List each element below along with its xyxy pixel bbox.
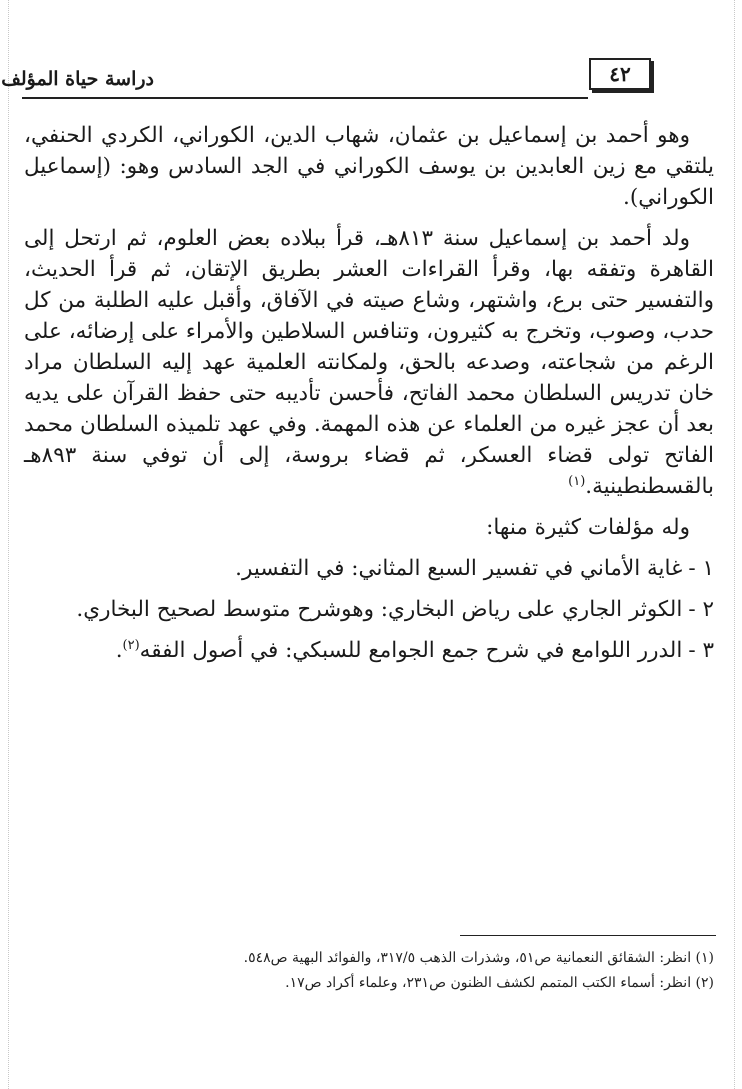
list-item-2: [24, 594, 714, 625]
list-text: الدرر اللوامع في شرح جمع الجوامع للسبكي: في أصول الفقه: [139, 638, 683, 663]
list-text: غاية الأماني في تفسير السبع المثاني: في التفسير.: [235, 556, 683, 581]
list-item-1: [24, 553, 714, 584]
list-number: ٣ -: [688, 638, 714, 663]
page-edge-mark: [8, 0, 9, 1089]
running-title: دراسة حياة المؤلف: [1, 68, 154, 90]
list-item-3: [24, 635, 714, 666]
header-rule: [22, 97, 588, 99]
list-number: ١ -: [688, 556, 714, 581]
footnotes: [24, 946, 714, 996]
list-tail: .: [115, 638, 123, 663]
paragraph-1: وهو أحمد بن إسماعيل بن عثمان، شهاب الدين، الكوراني، الكردي الحنفي، يلتقي مع زين العابدين بن يوسف الكوراني في الجد السادس وهو: (إسماعيل الكوراني).: [24, 123, 714, 210]
list-number: ٢ -: [688, 597, 714, 622]
page-edge-mark: [734, 0, 735, 1089]
paragraph-2-text: ولد أحمد بن إسماعيل سنة ٨١٣هـ، قرأ ببلاده بعض العلوم، ثم ارتحل إلى القاهرة وتفقه بها، وقرأ القراءات العشر بطريق الإتقان، ثم قرأ الحديث، والتفسير حتى برع، واشتهر، وشاع صيته في الآفاق، وأقبل عليه الطلبة من كل حدب، وصوب، وتخرج به كثيرون، وتنافس السلاطين والأمراء على إرضائه، على الرغم من شجاعته، وصدعه بالحق، ولمكانته العلمية عهد إليه السلطان مراد خان تدريس السلطان محمد الفاتح، فأحسن تأديبه حتى حفظ القرآن على يديه بعد أن عجز غيره من العلماء عن هذه المهمة. وفي عهد تلميذه السلطان محمد الفاتح تولى قضاء العسكر، ثم قضاء بروسة، إلى أن توفي سنة ٨٩٣هـ بالقسطنطينية.: [24, 226, 714, 499]
footnote-1: (١) انظر: الشقائق النعمانية ص٥١، وشذرات الذهب ٣١٧/٥، والفوائد البهية ص٥٤٨.: [243, 950, 714, 966]
list-text: الكوثر الجاري على رياض البخاري: وهوشرح متوسط لصحيح البخاري.: [76, 597, 683, 622]
footnote-2: (٢) انظر: أسماء الكتب المتمم لكشف الظنون ص٢٣١، وعلماء أكراد ص١٧.: [285, 975, 714, 991]
page-number-text: ٤٢: [609, 62, 631, 86]
footnote-rule: [460, 935, 716, 936]
footnote-ref-1: (١): [568, 473, 586, 489]
main-text: [24, 120, 714, 676]
footnote-ref-2: (٢): [122, 637, 140, 653]
paragraph-2: [24, 223, 714, 502]
paragraph-3: وله مؤلفات كثيرة منها:: [486, 515, 690, 540]
page-number: [589, 58, 651, 90]
